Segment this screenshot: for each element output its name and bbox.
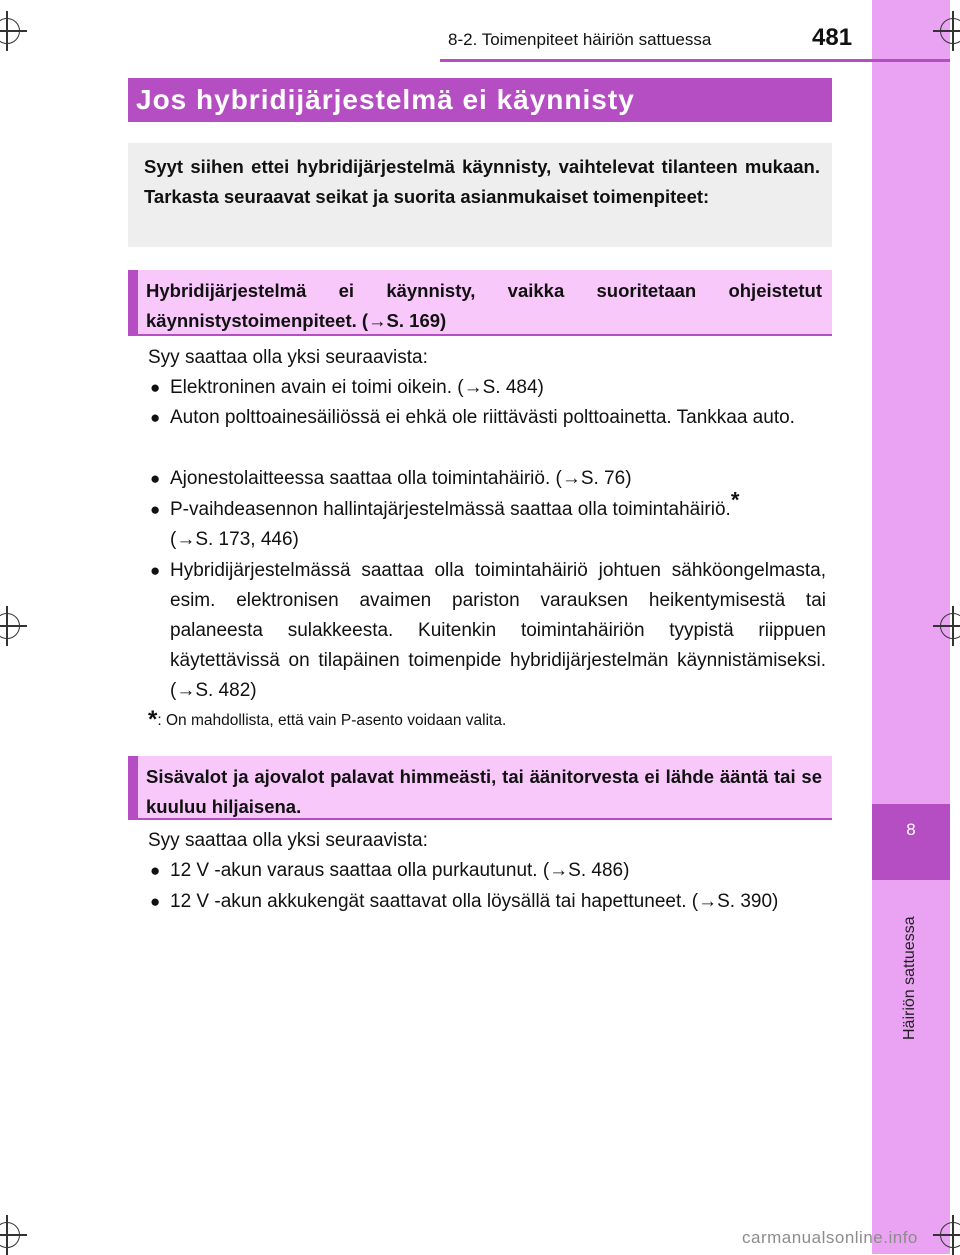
page-number: 481 <box>812 24 853 51</box>
bullet-icon: ● <box>150 500 161 519</box>
footnote-star: * <box>730 487 740 513</box>
list-item-main-text: P-vaihdeasennon hallintajärjestelmässä saattaa olla toimintahäiriö. <box>170 499 731 520</box>
footnote <box>148 706 506 734</box>
list-item <box>150 487 826 555</box>
intro-box: Syyt siihen ettei hybridijärjestelmä käynnisty, vaihtelevat tilanteen mukaan. Tarkasta seuraavat seikat ja suorita asianmukaiset toimenpiteet: <box>128 143 832 247</box>
registration-mark-icon <box>940 1222 960 1248</box>
bullet-icon: ● <box>150 408 161 427</box>
list-item-text: 12 V -akun varaus saattaa olla purkautunut. (→S. 486) <box>170 860 630 881</box>
list-item-text: Ajonestolaitteessa saattaa olla toimintahäiriö. (→S. 76) <box>170 468 632 489</box>
list-item-text <box>170 487 826 555</box>
section1-lead: Syy saattaa olla yksi seuraavista: <box>148 347 428 368</box>
section1-heading: Hybridijärjestelmä ei käynnisty, vaikka suoritetaan ohjeistetut käynnistystoimenpiteet. (→S. 169) <box>128 270 832 336</box>
chapter-number-block <box>872 804 950 880</box>
section2-heading: Sisävalot ja ajovalot palavat himmeästi, tai äänitorvesta ei lähde ääntä tai se kuuluu hiljaisena. <box>128 756 832 820</box>
running-header-section: 8-2. Toimenpiteet häiriön sattuessa <box>448 30 712 49</box>
header-rule <box>440 59 950 62</box>
list-item-text: Hybridijärjestelmässä saattaa olla toimintahäiriö johtuen sähköongelmasta, esim. elektronisen avaimen pariston varauksen heikentymisestä tai palaneesta sulakkeesta. Kuitenkin toimintahäiriön tyypistä riippuen käytettävissä on tilapäinen toimenpide hybridijärjestelmän käynnistämiseksi. (→S. 482) <box>170 560 826 701</box>
list-item <box>150 373 826 403</box>
list-item <box>150 856 826 886</box>
footnote-text: : On mahdollista, että vain P-asento voidaan valita. <box>157 712 507 729</box>
registration-mark-icon <box>940 613 960 639</box>
list-item <box>150 556 826 706</box>
registration-mark-icon <box>0 613 20 639</box>
registration-mark-icon <box>0 1222 20 1248</box>
chapter-number: 8 <box>906 820 916 839</box>
registration-mark-icon <box>940 18 960 44</box>
bullet-icon: ● <box>150 892 161 911</box>
chapter-thumb-tab <box>872 0 950 1254</box>
page-title: Jos hybridijärjestelmä ei käynnisty <box>128 78 832 122</box>
list-item <box>150 887 826 917</box>
footnote-marker: * <box>148 706 158 733</box>
bullet-icon: ● <box>150 561 161 580</box>
section2-lead: Syy saattaa olla yksi seuraavista: <box>148 830 428 851</box>
chapter-label: Häiriön sattuessa <box>901 916 918 1040</box>
list-item <box>150 464 826 494</box>
list-item-text: 12 V -akun akkukengät saattavat olla löysällä tai hapettuneet. (→S. 390) <box>170 891 779 912</box>
bullet-icon: ● <box>150 861 161 880</box>
bullet-icon: ● <box>150 469 161 488</box>
list-item-reference: (→S. 173, 446) <box>170 529 299 550</box>
list-item-text: Elektroninen avain ei toimi oikein. (→S. 484) <box>170 377 544 398</box>
list-item-text: Auton polttoainesäiliössä ei ehkä ole riittävästi polttoainetta. Tankkaa auto. <box>170 407 795 428</box>
watermark: carmanualsonline.info <box>742 1228 918 1247</box>
registration-mark-icon <box>0 18 20 44</box>
bullet-icon: ● <box>150 378 161 397</box>
list-item <box>150 403 826 433</box>
